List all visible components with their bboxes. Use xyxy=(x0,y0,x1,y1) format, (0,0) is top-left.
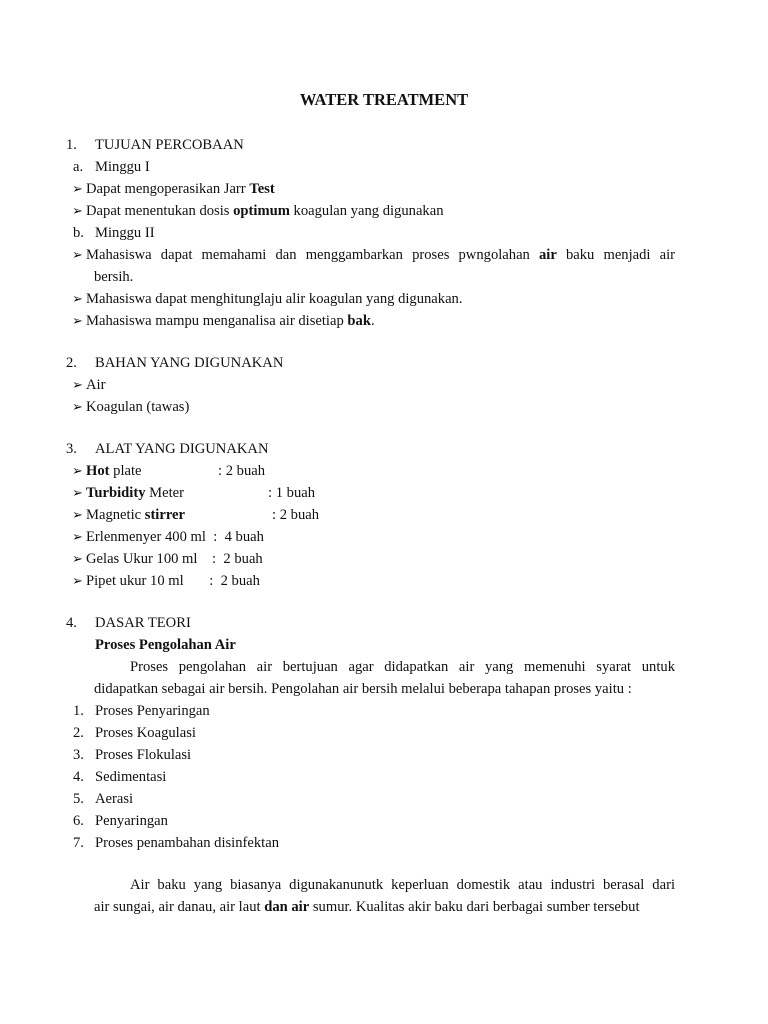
subsection-b-letter: b. xyxy=(73,225,84,241)
step-text: Proses penambahan disinfektan xyxy=(95,835,279,851)
list-item: ➢ Air xyxy=(72,377,106,393)
subsection-b-label: Minggu II xyxy=(95,225,155,241)
list-item-continuation: bersih. xyxy=(94,269,134,285)
arrow-bullet-icon: ➢ xyxy=(72,463,83,478)
paragraph-line: Proses pengolahan air bertujuan agar didapatkan air yang memenuhi syarat untuk xyxy=(130,659,675,675)
arrow-bullet-icon: ➢ xyxy=(72,313,83,328)
arrow-bullet-icon: ➢ xyxy=(72,529,83,544)
list-item: ➢ Gelas Ukur 100 ml : 2 buah xyxy=(72,551,263,567)
step-number: 3. xyxy=(73,747,84,763)
arrow-bullet-icon: ➢ xyxy=(72,291,83,306)
subsection-a-letter: a. xyxy=(73,159,84,175)
step-number: 2. xyxy=(73,725,84,741)
list-item: ➢ Pipet ukur 10 ml : 2 buah xyxy=(72,573,260,589)
step-text: Proses Flokulasi xyxy=(95,747,192,763)
arrow-bullet-icon: ➢ xyxy=(72,551,83,566)
step-text: Proses Penyaringan xyxy=(95,703,210,719)
list-item: ➢ Turbidity Meter xyxy=(72,485,184,501)
arrow-bullet-icon: ➢ xyxy=(72,507,83,522)
arrow-bullet-icon: ➢ xyxy=(72,203,83,218)
paragraph-line: Air baku yang biasanya digunakanunutk keperluan domestik atau industri berasal dari xyxy=(130,877,675,893)
subsection-a-label: Minggu I xyxy=(95,159,150,175)
step-number: 6. xyxy=(73,813,84,829)
arrow-bullet-icon: ➢ xyxy=(72,181,83,196)
list-item: ➢ Dapat menentukan dosis optimum koagulan yang digunakan xyxy=(72,203,444,219)
step-number: 4. xyxy=(73,769,84,785)
paragraph-line: air sungai, air danau, air laut dan air sumur. Kualitas akir baku dari berbagai sumber tersebut xyxy=(94,899,640,915)
arrow-bullet-icon: ➢ xyxy=(72,247,83,262)
list-item: ➢ Erlenmenyer 400 ml : 4 buah xyxy=(72,529,264,545)
subheading: Proses Pengolahan Air xyxy=(95,637,236,653)
quantity-label: : 2 buah xyxy=(272,507,320,523)
section-2-number: 2. xyxy=(66,355,77,371)
step-text: Proses Koagulasi xyxy=(95,725,196,741)
step-number: 7. xyxy=(73,835,84,851)
arrow-bullet-icon: ➢ xyxy=(72,573,83,588)
section-3-heading: ALAT YANG DIGUNAKAN xyxy=(95,441,269,457)
section-3-number: 3. xyxy=(66,441,77,457)
section-4-heading: DASAR TEORI xyxy=(95,615,191,631)
list-item: ➢ Magnetic stirrer xyxy=(72,507,186,523)
section-1-number: 1. xyxy=(66,137,77,153)
arrow-bullet-icon: ➢ xyxy=(72,377,83,392)
document-title: WATER TREATMENT xyxy=(299,90,469,109)
step-text: Penyaringan xyxy=(95,813,168,829)
step-text: Aerasi xyxy=(95,791,134,807)
section-4-number: 4. xyxy=(66,615,77,631)
step-number: 1. xyxy=(73,703,84,719)
step-text: Sedimentasi xyxy=(95,769,167,785)
paragraph-line: didapatkan sebagai air bersih. Pengolahan air bersih melalui beberapa tahapan proses yaitu : xyxy=(94,681,632,697)
list-item: ➢ Dapat mengoperasikan Jarr Test xyxy=(72,181,275,197)
list-item: ➢ Koagulan (tawas) xyxy=(72,399,190,415)
list-item: ➢ Hot plate xyxy=(72,463,142,479)
list-item: ➢ Mahasiswa mampu menganalisa air disetiap bak. xyxy=(72,313,375,329)
section-1-heading: TUJUAN PERCOBAAN xyxy=(95,137,244,153)
arrow-bullet-icon: ➢ xyxy=(72,399,83,414)
step-number: 5. xyxy=(73,791,84,807)
list-item: ➢ Mahasiswa dapat memahami dan menggambarkan proses pwngolahan air baku menjadi air xyxy=(72,247,675,263)
quantity-label: : 1 buah xyxy=(268,485,316,501)
arrow-bullet-icon: ➢ xyxy=(72,485,83,500)
section-2-heading: BAHAN YANG DIGUNAKAN xyxy=(95,355,284,371)
quantity-label: : 2 buah xyxy=(218,463,266,479)
list-item: ➢ Mahasiswa dapat menghitunglaju alir koagulan yang digunakan. xyxy=(72,291,463,307)
